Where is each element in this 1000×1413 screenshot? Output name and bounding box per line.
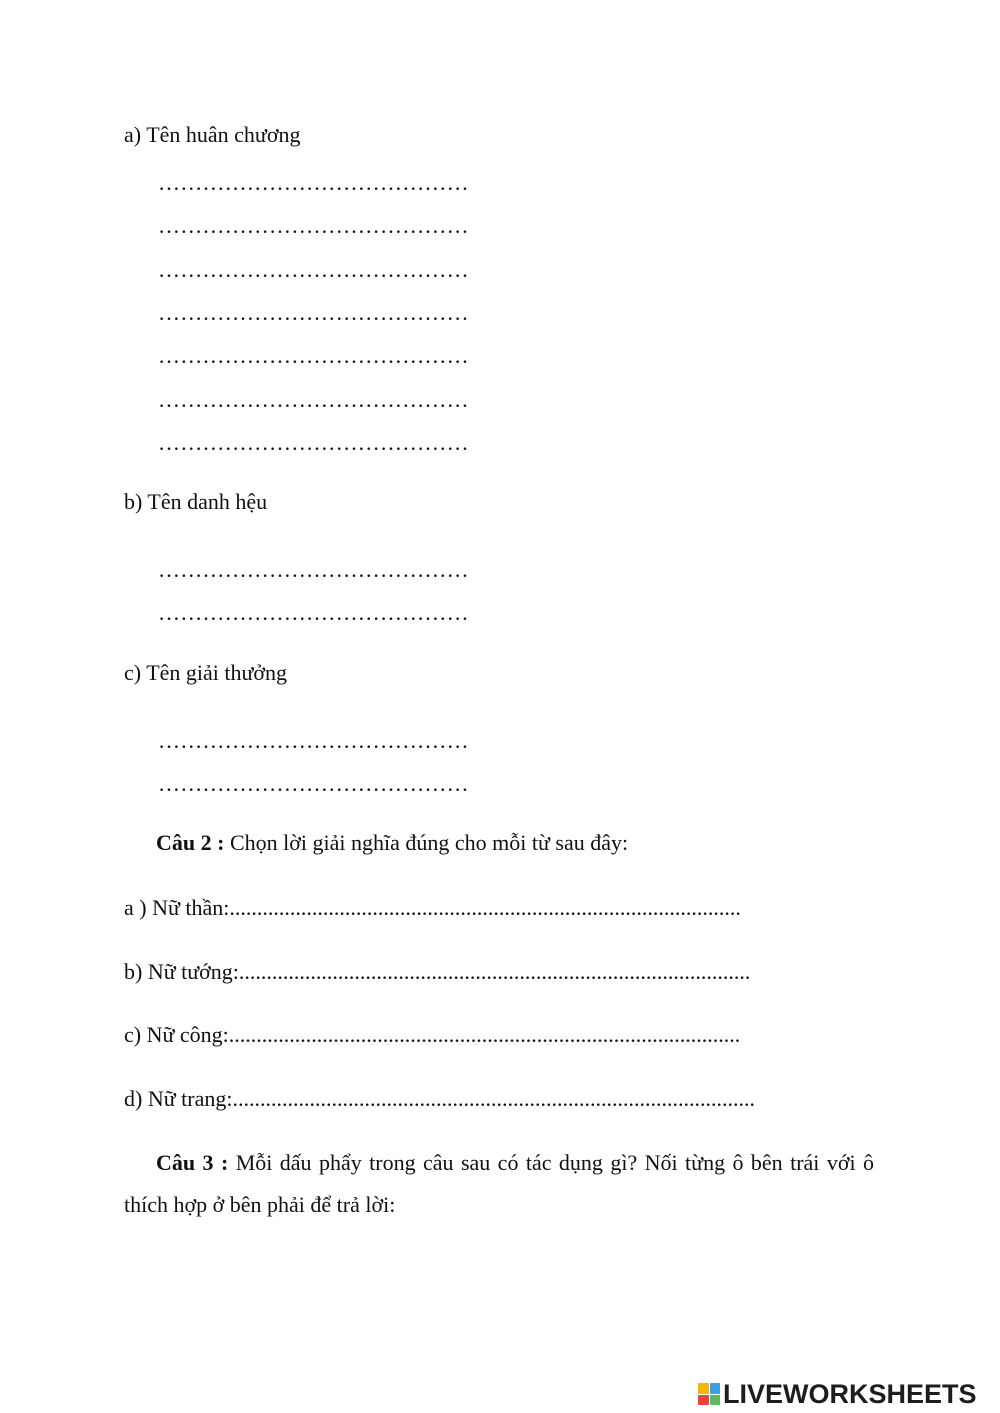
answer-line[interactable]: …………………………………… bbox=[158, 170, 469, 195]
answer-line[interactable]: …………………………………… bbox=[158, 300, 469, 325]
answer-line[interactable]: …………………………………… bbox=[158, 430, 469, 455]
logo-square-icon bbox=[698, 1395, 709, 1406]
logo-square-icon bbox=[698, 1383, 709, 1394]
question-2-item-c bbox=[124, 1024, 740, 1046]
item-prefix: b) Nữ tướng: bbox=[124, 959, 239, 984]
question-2-item-d bbox=[124, 1088, 755, 1110]
fill-in-blank[interactable]: ............................................................................................. bbox=[238, 959, 751, 984]
item-prefix: a ) Nữ thần: bbox=[124, 895, 230, 920]
question-2-heading bbox=[156, 832, 628, 854]
question-3-label: Câu 3 : bbox=[156, 1150, 229, 1175]
item-prefix: d) Nữ trang: bbox=[124, 1086, 233, 1111]
answer-line[interactable]: …………………………………… bbox=[158, 343, 469, 368]
question-3-paragraph bbox=[124, 1142, 874, 1226]
answer-line[interactable]: …………………………………… bbox=[158, 257, 469, 282]
answer-line[interactable]: …………………………………… bbox=[158, 771, 469, 796]
answer-line[interactable]: …………………………………… bbox=[158, 213, 469, 238]
liveworksheets-logo-icon bbox=[698, 1383, 720, 1405]
answer-line[interactable]: …………………………………… bbox=[158, 557, 469, 582]
question-2-item-a bbox=[124, 897, 741, 919]
label-ten-giai-thuong: c) Tên giải thưởng bbox=[124, 660, 288, 685]
fill-in-blank[interactable]: ............................................................................................. bbox=[229, 895, 741, 920]
question-2-text: Chọn lời giải nghĩa đúng cho mỗi từ sau đây: bbox=[224, 830, 629, 855]
answer-line[interactable]: …………………………………… bbox=[158, 387, 469, 412]
answer-line[interactable]: …………………………………… bbox=[158, 728, 469, 753]
item-prefix: c) Nữ công: bbox=[124, 1022, 229, 1047]
logo-text: LIVEWORKSHEETS bbox=[723, 1378, 977, 1409]
logo-square-icon bbox=[710, 1383, 721, 1394]
logo-square-icon bbox=[710, 1395, 721, 1406]
fill-in-blank[interactable]: ............................................................................................... bbox=[232, 1086, 755, 1111]
label-ten-danh-hieu: b) Tên danh hệu bbox=[124, 489, 268, 514]
answer-line[interactable]: …………………………………… bbox=[158, 600, 469, 625]
question-3-text: Mỗi dấu phẩy trong câu sau có tác dụng gì? Nối từng ô bên trái với ô thích hợp ở bên phải để trả lời: bbox=[124, 1150, 874, 1217]
label-ten-huan-chuong: a) Tên huân chương bbox=[124, 122, 301, 147]
question-2-label: Câu 2 : bbox=[156, 830, 225, 855]
liveworksheets-logo[interactable] bbox=[698, 1378, 977, 1410]
fill-in-blank[interactable]: ............................................................................................. bbox=[228, 1022, 741, 1047]
question-2-item-b bbox=[124, 961, 750, 983]
